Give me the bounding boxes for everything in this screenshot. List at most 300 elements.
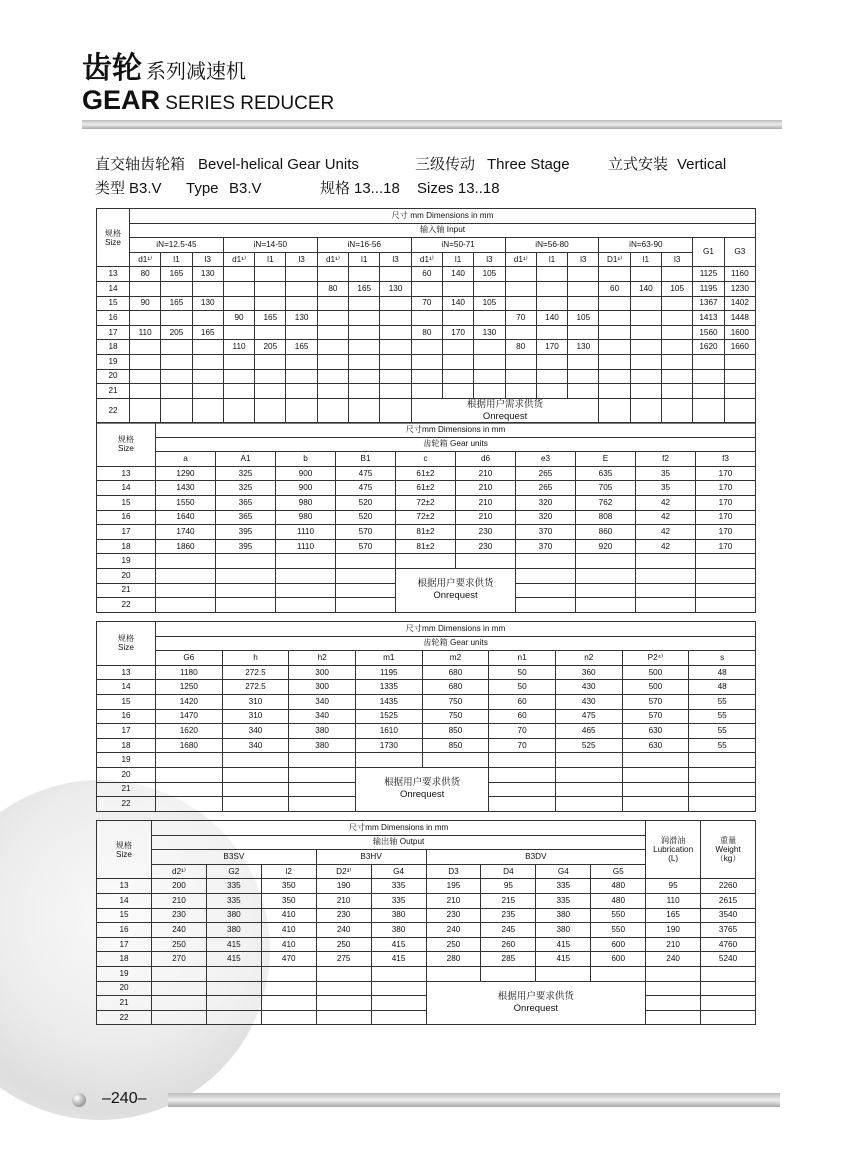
table-cell: 360 [555, 665, 622, 680]
table-row [97, 481, 756, 496]
table-cell [622, 753, 689, 768]
table-row [97, 966, 756, 981]
table-cell: 130 [286, 311, 317, 326]
table-row [97, 281, 756, 296]
size-cell: 13 [97, 665, 156, 680]
table-row [97, 879, 756, 894]
on-request-note: 根据用户需求供货 Onrequest [411, 398, 599, 423]
table-cell: 380 [371, 923, 426, 938]
table-cell [289, 782, 356, 797]
table-cell [317, 267, 348, 282]
table-cell [422, 753, 489, 768]
table-cell [630, 398, 661, 423]
table-cell [255, 398, 286, 423]
group-header: B3HV [316, 850, 426, 865]
group-header: iN=14-50 [223, 238, 317, 253]
table-cell [724, 384, 755, 399]
table-cell: 320 [516, 495, 576, 510]
size-cell: 21 [97, 996, 152, 1011]
size-cell: 18 [97, 952, 152, 967]
table-cell: 750 [422, 709, 489, 724]
table-cell [536, 296, 567, 311]
size-cell: 22 [97, 398, 130, 423]
table-cell [456, 554, 516, 569]
table-cell: 5240 [701, 952, 756, 967]
table-cell [636, 598, 696, 613]
table-cell [516, 554, 576, 569]
table-cell: 475 [336, 481, 396, 496]
column-header: l3 [568, 252, 599, 267]
table-cell [152, 966, 207, 981]
table-cell [349, 369, 380, 384]
group-header: B3DV [426, 850, 646, 865]
table-row [97, 937, 756, 952]
table-cell: 350 [261, 893, 316, 908]
table-cell: 525 [555, 738, 622, 753]
table-cell [222, 753, 289, 768]
table-cell: 42 [636, 495, 696, 510]
table-cell [349, 354, 380, 369]
table-cell: 900 [276, 466, 336, 481]
table-cell [286, 369, 317, 384]
table-cell: 165 [161, 267, 192, 282]
table-cell [411, 340, 442, 355]
table-cell [536, 267, 567, 282]
table-cell [576, 554, 636, 569]
table-cell [489, 782, 556, 797]
table-cell: 80 [317, 281, 348, 296]
table-cell [316, 981, 371, 996]
table-cell [646, 966, 701, 981]
table-cell: 60 [411, 267, 442, 282]
table-cell [696, 554, 756, 569]
table-cell: 55 [689, 738, 756, 753]
table-cell [130, 384, 161, 399]
table-cell [662, 398, 693, 423]
table-cell [536, 281, 567, 296]
table-cell: 325 [216, 466, 276, 481]
table-cell: 365 [216, 510, 276, 525]
table-cell [255, 354, 286, 369]
table-cell: 60 [489, 694, 556, 709]
table-cell: 72±2 [396, 510, 456, 525]
column-header: D3 [426, 864, 481, 879]
table-cell: 210 [426, 893, 481, 908]
table-cell: 240 [426, 923, 481, 938]
table-cell: 70 [489, 724, 556, 739]
table-cell [223, 369, 254, 384]
table-title-row [97, 209, 756, 224]
table-title: 尺寸 mm Dimensions in mm [130, 209, 756, 224]
table-cell [576, 568, 636, 583]
table-cell: 680 [422, 665, 489, 680]
table-cell [130, 398, 161, 423]
table-cell: 70 [505, 311, 536, 326]
table-row [97, 466, 756, 481]
table-cell: 165 [646, 908, 701, 923]
input-dimensions-table [96, 208, 756, 424]
column-header: G4 [371, 864, 426, 879]
table-cell [152, 996, 207, 1011]
column-header: n2 [555, 651, 622, 666]
table-cell: 380 [206, 908, 261, 923]
table-cell [316, 1010, 371, 1025]
header-en: GEAR SERIES REDUCER [82, 85, 335, 115]
table-cell [161, 384, 192, 399]
table-cell [206, 981, 261, 996]
table-cell: 1740 [156, 525, 216, 540]
table-cell [161, 354, 192, 369]
table-cell: 415 [206, 952, 261, 967]
table-cell [662, 340, 693, 355]
table-row [97, 709, 756, 724]
table-cell [555, 782, 622, 797]
column-header: l1 [536, 252, 567, 267]
table-cell [662, 354, 693, 369]
table-subtitle: 齿轮箱 Gear units [156, 437, 756, 452]
table-cell [349, 296, 380, 311]
table-cell: 35 [636, 481, 696, 496]
table-cell [646, 981, 701, 996]
table-cell: 165 [255, 311, 286, 326]
table-cell [192, 369, 223, 384]
table-cell: 250 [316, 937, 371, 952]
table-row [97, 923, 756, 938]
column-header: l1 [161, 252, 192, 267]
table-cell [474, 354, 505, 369]
table-cell [349, 384, 380, 399]
table-cell: 240 [316, 923, 371, 938]
table-cell [568, 369, 599, 384]
table-cell: 140 [536, 311, 567, 326]
size-cell: 20 [97, 767, 156, 782]
table-cell [630, 384, 661, 399]
table-cell: 1110 [276, 539, 336, 554]
column-header: l3 [286, 252, 317, 267]
bullet-icon [72, 1093, 86, 1107]
column-header: G1 [693, 238, 724, 267]
table-cell: 465 [555, 724, 622, 739]
table-cell [316, 996, 371, 1011]
table-cell [161, 281, 192, 296]
table-cell [286, 281, 317, 296]
column-header: l1 [349, 252, 380, 267]
table-cell [276, 554, 336, 569]
table-cell [192, 354, 223, 369]
table-cell: 1600 [724, 325, 755, 340]
column-header: l3 [380, 252, 411, 267]
table-cell [276, 568, 336, 583]
table-cell [599, 267, 630, 282]
table-cell: 980 [276, 510, 336, 525]
size-cell: 16 [97, 709, 156, 724]
table-cell [223, 281, 254, 296]
table-cell: 310 [222, 709, 289, 724]
table-cell [380, 369, 411, 384]
table-cell [505, 384, 536, 399]
table-cell [693, 384, 724, 399]
table-cell [536, 354, 567, 369]
table-cell: 850 [422, 724, 489, 739]
table-cell [286, 398, 317, 423]
size-header: 规格 Size [97, 821, 152, 879]
table-cell: 200 [152, 879, 207, 894]
table-cell [223, 267, 254, 282]
table-cell: 230 [152, 908, 207, 923]
table-cell: 600 [591, 952, 646, 967]
table-cell [349, 325, 380, 340]
table-title: 尺寸mm Dimensions in mm [156, 423, 756, 438]
table-cell [130, 340, 161, 355]
table-cell [536, 384, 567, 399]
table-cell [568, 354, 599, 369]
table-cell: 1525 [355, 709, 422, 724]
table-cell [192, 384, 223, 399]
table-cell [701, 966, 756, 981]
column-header: D1¹⁾ [599, 252, 630, 267]
table-cell: 230 [316, 908, 371, 923]
size-header: 规格 Size [97, 622, 156, 666]
table-subtitle-row [97, 223, 756, 238]
table-cell: 410 [261, 937, 316, 952]
table-cell: 1290 [156, 466, 216, 481]
table-cell [662, 369, 693, 384]
table-cell: 762 [576, 495, 636, 510]
table-cell: 61±2 [396, 466, 456, 481]
table-cell: 285 [481, 952, 536, 967]
table-title: 尺寸mm Dimensions in mm [156, 622, 756, 637]
output-shaft-table [96, 820, 756, 1025]
table-cell [336, 598, 396, 613]
table-cell: 410 [261, 908, 316, 923]
table-cell [396, 554, 456, 569]
column-header: c [396, 452, 456, 467]
table-title-row [97, 622, 756, 637]
table-cell: 1180 [156, 665, 223, 680]
column-header: d6 [456, 452, 516, 467]
table-cell: 1430 [156, 481, 216, 496]
table-cell [693, 354, 724, 369]
table-cell [156, 753, 223, 768]
table-subtitle: 输出轴 Output [152, 835, 646, 850]
table-cell: 170 [696, 481, 756, 496]
table-cell [622, 797, 689, 812]
table-cell: 1367 [693, 296, 724, 311]
table-cell [599, 340, 630, 355]
table-cell [380, 267, 411, 282]
table-cell [255, 296, 286, 311]
table-cell [630, 267, 661, 282]
table-cell: 808 [576, 510, 636, 525]
table-cell: 415 [371, 937, 426, 952]
table-cell [276, 598, 336, 613]
table-row [97, 694, 756, 709]
table-cell: 48 [689, 680, 756, 695]
column-header: G6 [156, 651, 223, 666]
table-cell: 170 [696, 539, 756, 554]
table-cell: 1195 [355, 665, 422, 680]
table-cell: 80 [130, 267, 161, 282]
table-cell: 90 [130, 296, 161, 311]
table-cell: 430 [555, 694, 622, 709]
table-cell [255, 281, 286, 296]
table-cell [156, 554, 216, 569]
on-request-note: 根据用户要求供货 Onrequest [426, 981, 646, 1025]
table-cell [696, 598, 756, 613]
table-cell: 170 [696, 495, 756, 510]
table-cell: 55 [689, 724, 756, 739]
table-row [97, 568, 756, 583]
table-row [97, 665, 756, 680]
table-cell: 900 [276, 481, 336, 496]
column-header: d1¹⁾ [317, 252, 348, 267]
table-cell [474, 369, 505, 384]
size-cell: 15 [97, 694, 156, 709]
table-cell: 130 [192, 296, 223, 311]
table-title: 尺寸mm Dimensions in mm [152, 821, 646, 836]
group-header: iN=16-56 [317, 238, 411, 253]
column-header: G5 [591, 864, 646, 879]
column-header: l1 [255, 252, 286, 267]
table-title-row [97, 423, 756, 438]
table-cell: 95 [646, 879, 701, 894]
table-cell [161, 398, 192, 423]
table-cell: 80 [505, 340, 536, 355]
size-cell: 13 [97, 267, 130, 282]
table-cell: 1860 [156, 539, 216, 554]
table-cell: 215 [481, 893, 536, 908]
group-header: iN=12.5-45 [130, 238, 224, 253]
table-cell [568, 281, 599, 296]
table-cell: 520 [336, 510, 396, 525]
table-cell [317, 369, 348, 384]
table-cell [223, 354, 254, 369]
table-cell [701, 996, 756, 1011]
table-cell: 48 [689, 665, 756, 680]
table-cell [286, 354, 317, 369]
table-row [97, 753, 756, 768]
table-cell: 80 [411, 325, 442, 340]
table-cell [223, 398, 254, 423]
table-cell [505, 281, 536, 296]
table-cell: 105 [662, 281, 693, 296]
column-header-row [97, 452, 756, 467]
table-cell: 1680 [156, 738, 223, 753]
gear-units-table-1 [96, 422, 756, 613]
table-cell: 550 [591, 923, 646, 938]
table-cell [130, 354, 161, 369]
table-row [97, 510, 756, 525]
table-cell [630, 311, 661, 326]
column-header: n1 [489, 651, 556, 666]
table-cell [505, 354, 536, 369]
table-cell [442, 340, 473, 355]
table-cell [599, 384, 630, 399]
table-row [97, 908, 756, 923]
table-cell [576, 583, 636, 598]
table-cell: 60 [599, 281, 630, 296]
table-cell [261, 1010, 316, 1025]
table-cell: 81±2 [396, 539, 456, 554]
table-cell: 1640 [156, 510, 216, 525]
table-cell [192, 311, 223, 326]
table-cell: 635 [576, 466, 636, 481]
table-cell: 850 [422, 738, 489, 753]
table-cell [489, 797, 556, 812]
table-cell [276, 583, 336, 598]
table-cell: 105 [474, 267, 505, 282]
table-cell: 365 [216, 495, 276, 510]
table-cell [505, 296, 536, 311]
table-cell [222, 782, 289, 797]
column-header: l2 [261, 864, 316, 879]
table-cell [152, 1010, 207, 1025]
table-subtitle-row [97, 437, 756, 452]
table-cell [152, 981, 207, 996]
table-cell [349, 398, 380, 423]
table-cell: 140 [630, 281, 661, 296]
table-cell: 72±2 [396, 495, 456, 510]
table-cell [724, 398, 755, 423]
table-cell [317, 311, 348, 326]
table-cell [380, 354, 411, 369]
table-cell: 250 [152, 937, 207, 952]
table-cell [630, 296, 661, 311]
table-title-row [97, 821, 756, 836]
table-cell: 205 [255, 340, 286, 355]
table-cell: 340 [222, 738, 289, 753]
table-cell [568, 267, 599, 282]
table-cell: 1550 [156, 495, 216, 510]
table-cell: 335 [536, 879, 591, 894]
table-cell: 1110 [276, 525, 336, 540]
group-header-row [97, 238, 756, 253]
table-cell [599, 296, 630, 311]
table-cell: 480 [591, 879, 646, 894]
table-cell [161, 369, 192, 384]
size-cell: 14 [97, 481, 156, 496]
size-cell: 19 [97, 354, 130, 369]
info-line-1: 直交轴齿轮箱 Bevel-helical Gear Units 三级传动 Three Stage 立式安装 Vertical [95, 156, 727, 173]
table-cell [380, 325, 411, 340]
table-cell [693, 369, 724, 384]
table-cell: 170 [696, 510, 756, 525]
table-row [97, 384, 756, 399]
page-number: –240– [102, 1090, 147, 1107]
table-cell [411, 384, 442, 399]
table-cell [130, 281, 161, 296]
table-cell: 570 [622, 709, 689, 724]
size-cell: 14 [97, 893, 152, 908]
table-cell [474, 384, 505, 399]
table-cell: 340 [289, 709, 356, 724]
table-cell: 170 [696, 466, 756, 481]
size-cell: 17 [97, 937, 152, 952]
table-cell [555, 797, 622, 812]
table-row [97, 539, 756, 554]
info-line-2: 类型 B3.V Type B3.V 规格 13...18 Sizes 13..18 [95, 180, 500, 197]
table-cell [349, 267, 380, 282]
table-cell [317, 325, 348, 340]
column-header: a [156, 452, 216, 467]
size-cell: 14 [97, 680, 156, 695]
table-cell: 230 [456, 539, 516, 554]
table-cell: 170 [696, 525, 756, 540]
table-cell [130, 369, 161, 384]
table-row [97, 495, 756, 510]
table-cell [192, 398, 223, 423]
table-cell: 1335 [355, 680, 422, 695]
